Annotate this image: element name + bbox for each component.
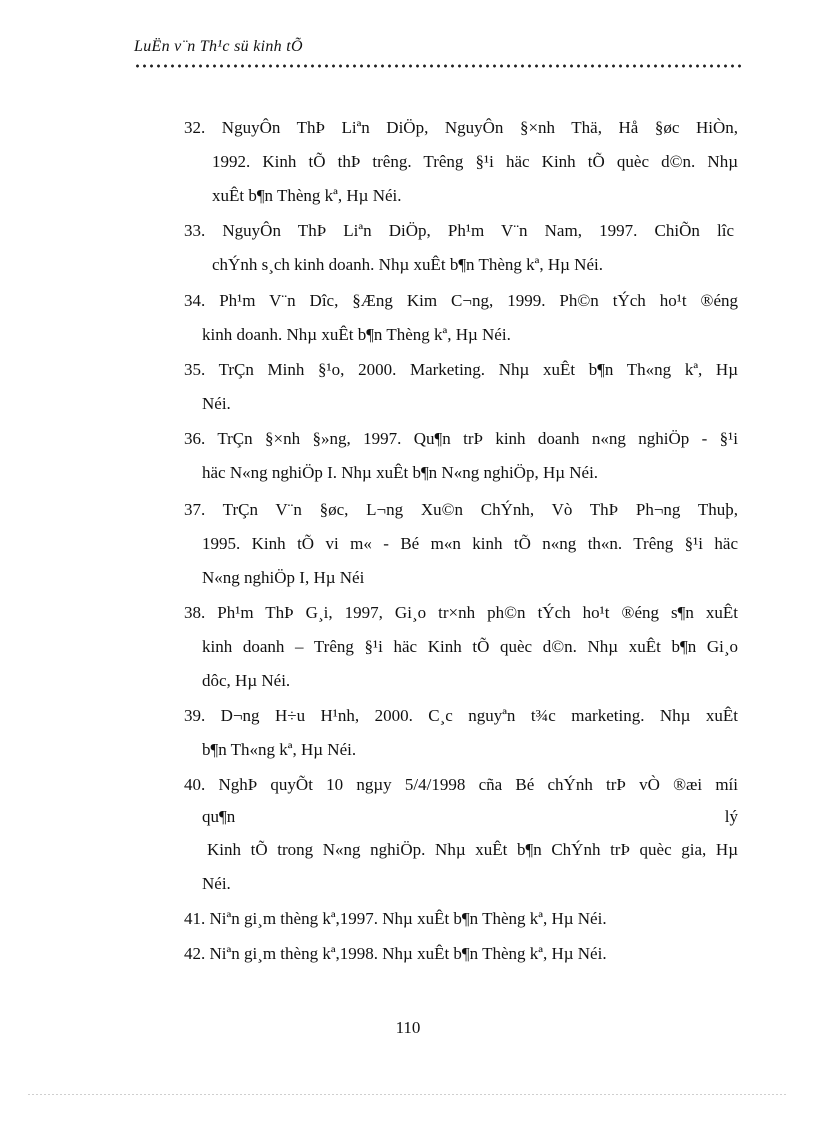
reference-line: b¶n Th«ng kª, Hµ Néi. [202,740,357,759]
footer-dotted-rule [28,1094,788,1095]
reference-line: 32. NguyÔn ThÞ Liªn DiÖp, NguyÔn §×nh Thä, Hå §øc HiÒn, [184,118,738,137]
reference-line: 33. NguyÔn ThÞ Liªn DiÖp, Ph¹m V¨n Nam, 1997. ChiÕn lîc [184,221,734,240]
reference-line: 37. TrÇn V¨n §øc, L¬ng Xu©n ChÝnh, Vò ThÞ Ph¬ng Thuþ, [184,500,738,519]
reference-line: kinh doanh – Trêng §¹i häc Kinh tÕ quèc d©n. Nhµ xuÊt b¶n Gi¸o [202,637,738,656]
reference-line: N«ng nghiÖp I, Hµ Néi [202,568,365,587]
reference-line: 41. Niªn gi¸m thèng kª,1997. Nhµ xuÊt b¶n Thèng kª, Hµ Néi. [184,909,607,928]
reference-line: 34. Ph¹m V¨n Dîc, §Æng Kim C¬ng, 1999. Ph©n tÝch ho¹t ®éng [184,291,738,310]
reference-line: 35. TrÇn Minh §¹o, 2000. Marketing. Nhµ xuÊt b¶n Th«ng kª, Hµ [184,360,738,379]
reference-line: 36. TrÇn §×nh §»ng, 1997. Qu¶n trÞ kinh doanh n«ng nghiÖp - §¹i [184,429,738,448]
reference-line: Néi. [202,394,231,413]
reference-line: 1992. Kinh tÕ thÞ trêng. Trêng §¹i häc Kinh tÕ quèc d©n. Nhµ [212,152,738,171]
running-header: LuËn v¨n Th¹c sü kinh tÕ [134,38,303,55]
reference-line: 42. Niªn gi¸m thèng kª,1998. Nhµ xuÊt b¶n Thèng kª, Hµ Néi. [184,944,607,963]
reference-line: häc N«ng nghiÖp I. Nhµ xuÊt b¶n N«ng nghiÖp, Hµ Néi. [202,463,599,482]
reference-line: dôc, Hµ Néi. [202,671,291,690]
page-number: 110 [395,1018,421,1037]
reference-line: Kinh tÕ trong N«ng nghiÖp. Nhµ xuÊt b¶n ChÝnh trÞ quèc gia, Hµ [207,840,738,859]
header-dotted-rule [134,64,741,68]
reference-line: 40. NghÞ quyÕt 10 ngµy 5/4/1998 cña Bé chÝnh trÞ vÒ ®æi míi [184,775,738,794]
reference-line: Néi. [202,874,231,893]
reference-line: qu¶n lý [202,807,738,826]
reference-line: kinh doanh. Nhµ xuÊt b¶n Thèng kª, Hµ Néi. [202,325,511,344]
reference-line: chÝnh s¸ch kinh doanh. Nhµ xuÊt b¶n Thèng kª, Hµ Néi. [212,255,603,274]
reference-line: 38. Ph¹m ThÞ G¸i, 1997, Gi¸o tr×nh ph©n tÝch ho¹t ®éng s¶n xuÊt [184,603,738,622]
reference-line: 39. D¬ng H÷u H¹nh, 2000. C¸c nguyªn t¾c marketing. Nhµ xuÊt [184,706,738,725]
reference-line: xuÊt b¶n Thèng kª, Hµ Néi. [212,186,402,205]
reference-line: 1995. Kinh tÕ vi m« - Bé m«n kinh tÕ n«ng th«n. Trêng §¹i häc [202,534,738,553]
